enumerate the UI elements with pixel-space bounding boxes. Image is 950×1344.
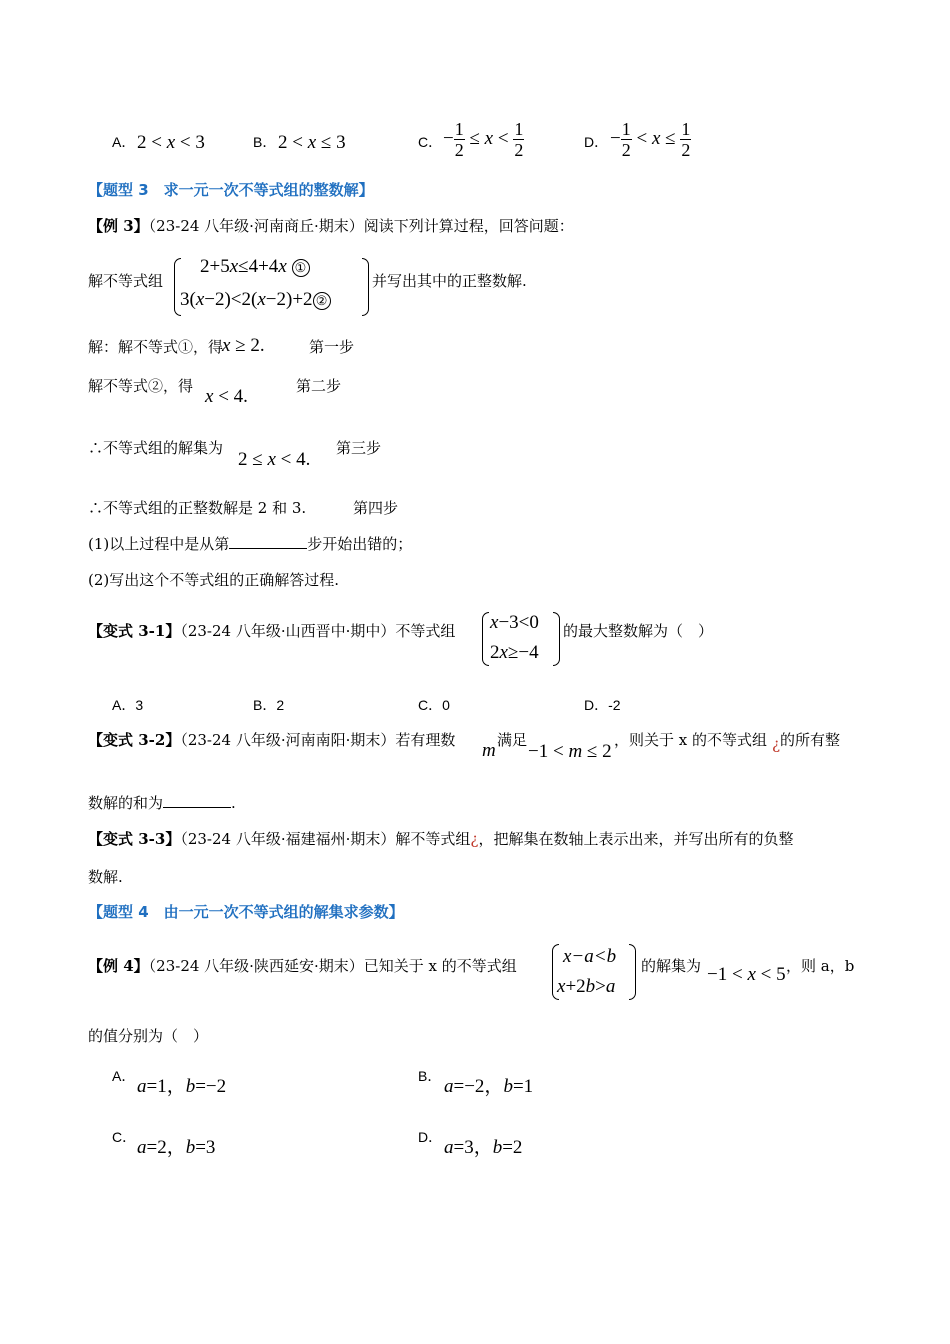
ex3-step3: ∴不等式组的解集为: [88, 439, 224, 457]
option-d-letter: D．: [584, 134, 609, 150]
ex4-right-brace: [629, 944, 636, 1000]
v33-header: 【变式 3-3】（23-24 八年级·福建福州·期末）解不等式组¿，把解集在数轴上表示出来，并写出所有的负整: [88, 830, 794, 848]
ex4-option-c-value: a=2，b=3: [137, 1137, 216, 1158]
v32-after2: 的所有整: [780, 731, 841, 749]
v31-ineq1: x−3<0: [490, 612, 539, 633]
v32-mid: 满足: [497, 731, 528, 749]
ex4-after: 的解集为: [641, 957, 702, 975]
type4-heading: 【题型 4 由一元一次不等式组的解集求参数】: [88, 903, 404, 921]
ex3-step2-label: 第二步: [296, 377, 342, 395]
ex4-header: 【例 4】（23-24 八年级·陕西延安·期末）已知关于 x 的不等式组: [88, 957, 517, 975]
ex3-after: 并写出其中的正整数解.: [372, 272, 527, 290]
v31-header: 【变式 3-1】（23-24 八年级·山西晋中·期中）不等式组: [88, 622, 456, 640]
option-c-letter: C．: [418, 134, 443, 150]
ex4-option-d-letter: D．: [418, 1129, 443, 1145]
ex3-ineq1: 2+5x≤4+4x ①: [200, 256, 310, 278]
v31-option-c: C．0: [418, 697, 450, 713]
option-a-math: 2 < x < 3: [137, 132, 205, 153]
option-b-math: 2 < x ≤ 3: [278, 132, 346, 153]
v32-line2: 数解的和为 .: [88, 794, 236, 812]
ex3-header: 【例 3】（23-24 八年级·河南商丘·期末）阅读下列计算过程，回答问题：: [88, 217, 574, 235]
ex3-q2: (2)写出这个不等式组的正确解答过程.: [88, 571, 340, 589]
ex3-step1-math: x ≥ 2.: [222, 335, 265, 356]
ex3-step4: ∴不等式组的正整数解是 2 和 3.: [88, 499, 307, 517]
sum-blank[interactable]: [163, 793, 231, 808]
v32-header: 【变式 3-2】（23-24 八年级·河南南阳·期末）若有理数: [88, 731, 456, 749]
ex3-step1-label: 第一步: [309, 338, 355, 356]
v31-option-a: A．3: [112, 697, 144, 713]
ex4-option-a-letter: A．: [112, 1068, 136, 1084]
ex4-after2: ，则 a，b: [786, 957, 855, 975]
option-c-math: − $\frac{1}{2}$ ≤ x < $\frac{1}{2}$: [443, 119, 524, 160]
v32-m: m: [482, 740, 496, 761]
v31-left-brace: [482, 612, 489, 666]
ex4-option-b-letter: B．: [418, 1068, 442, 1084]
v32-after: ，则关于 x 的不等式组: [614, 731, 767, 749]
v32-cond: −1 < m ≤ 2: [528, 741, 612, 762]
ex4-set: −1 < x < 5: [707, 964, 786, 985]
ex3-intro: 解不等式组: [88, 272, 164, 290]
v31-ineq2: 2x≥−4: [490, 642, 539, 663]
ex4-line2: 的值分别为（ ）: [88, 1027, 209, 1045]
ex4-ineq2: x+2b>a: [557, 976, 616, 997]
ex3-step2-math: x < 4.: [205, 386, 248, 407]
answer-blank[interactable]: [229, 534, 307, 549]
ex3-q1: (1)以上过程中是从第 步开始出错的；: [88, 535, 413, 553]
circled-two: ②: [313, 292, 331, 310]
ex4-ineq1: x−a<b: [563, 946, 617, 967]
ex4-option-b-value: a=−2，b=1: [444, 1076, 534, 1097]
ex3-step4-label: 第四步: [353, 499, 399, 517]
option-b-letter: B．: [253, 134, 277, 150]
option-a-letter: A．: [112, 134, 136, 150]
v31-right-brace: [553, 612, 560, 666]
circled-one: ①: [292, 259, 310, 277]
v33-line2: 数解.: [88, 868, 123, 886]
v31-after: 的最大整数解为（ ）: [563, 622, 714, 640]
ex3-ineq2: 3(x−2)<2(x−2)+2 ②: [180, 289, 331, 311]
ex3-step3-label: 第三步: [336, 439, 382, 457]
ex3-step2: 解不等式②，得: [88, 377, 194, 395]
v32-missing-glyph: ¿: [772, 735, 781, 753]
ex4-option-c-letter: C．: [112, 1129, 137, 1145]
v31-option-d: D．-2: [584, 697, 621, 713]
ex3-step3-math: 2 ≤ x < 4.: [238, 449, 311, 470]
v33-missing-glyph: ¿: [470, 830, 479, 848]
ex4-option-a-value: a=1，b=−2: [137, 1076, 227, 1097]
ex3-right-brace: [362, 258, 369, 316]
ex4-option-d-value: a=3，b=2: [444, 1137, 523, 1158]
type3-heading: 【题型 3 求一元一次不等式组的整数解】: [88, 181, 374, 199]
option-d-math: − $\frac{1}{2}$ < x ≤ $\frac{1}{2}$: [610, 119, 691, 160]
v31-option-b: B．2: [253, 697, 285, 713]
ex3-step1: 解：解不等式①，得: [88, 338, 224, 356]
